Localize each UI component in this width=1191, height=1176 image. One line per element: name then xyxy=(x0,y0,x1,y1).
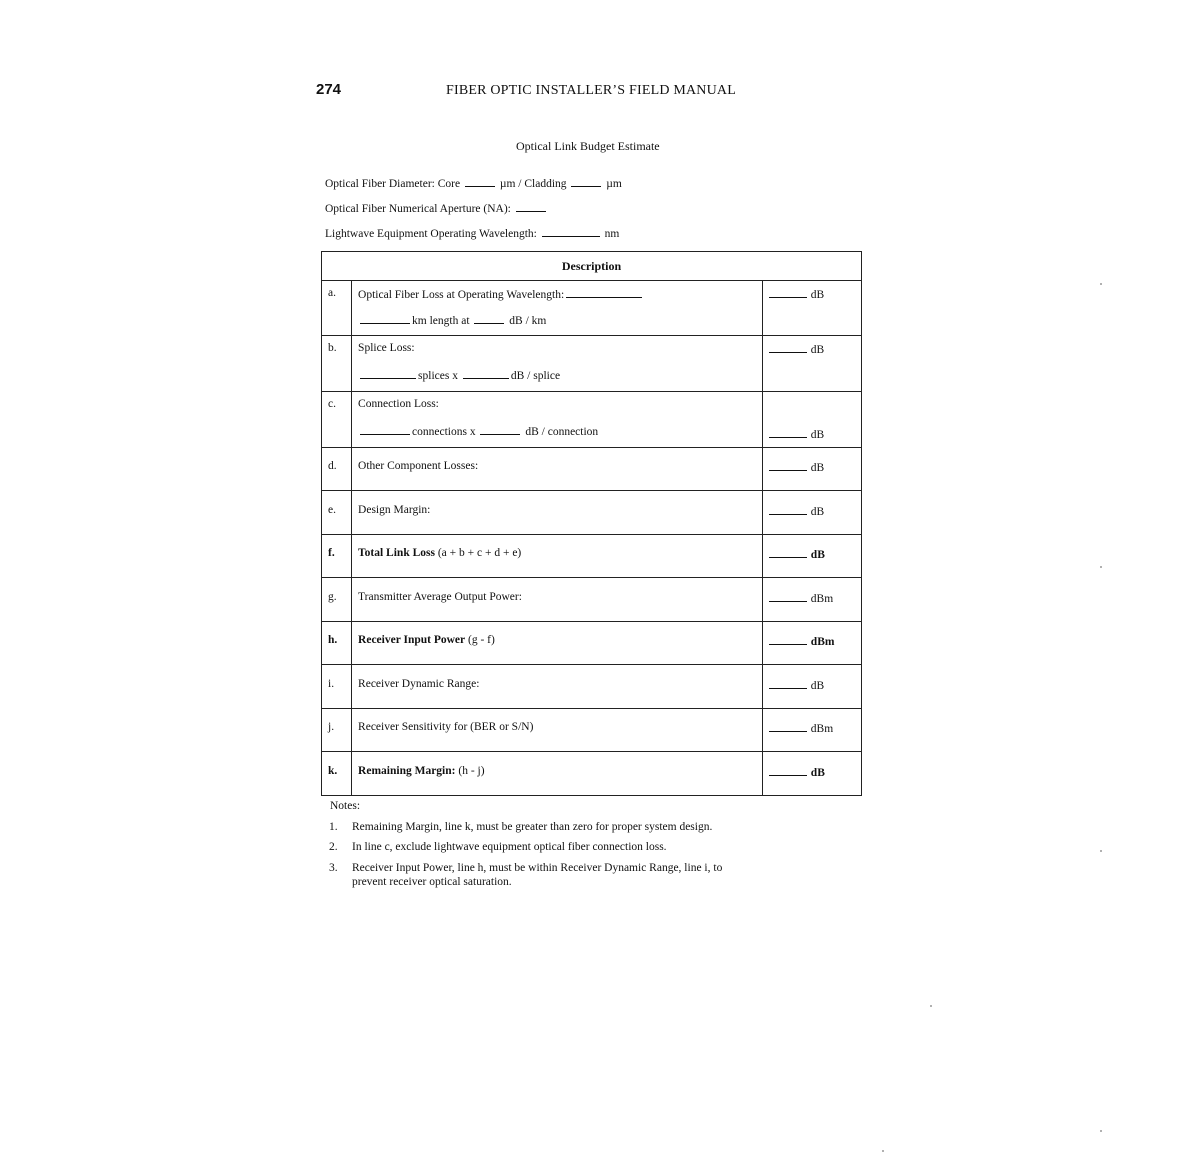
row-value xyxy=(762,578,861,622)
scan-speck xyxy=(1100,1130,1102,1132)
receiver-input-power-formula: (g - f) xyxy=(468,634,495,646)
value-blank[interactable] xyxy=(769,721,807,732)
row-value xyxy=(762,491,861,535)
value-blank[interactable] xyxy=(769,765,807,776)
row-description: Receiver Dynamic Range: xyxy=(352,665,763,709)
value-blank[interactable] xyxy=(769,287,807,298)
connection-count-blank[interactable] xyxy=(360,424,410,435)
table-row xyxy=(322,392,862,448)
row-description xyxy=(352,336,763,392)
table-row xyxy=(322,752,862,796)
row-value xyxy=(762,336,861,392)
note-text: In line c, exclude lightwave equipment optical fiber connection loss. xyxy=(352,841,667,853)
table-row xyxy=(322,535,862,578)
row-description: Design Margin: xyxy=(352,491,763,535)
km-length-label: km length at xyxy=(412,315,470,327)
scan-speck xyxy=(1100,850,1102,852)
scan-speck xyxy=(1100,566,1102,568)
splice-loss-label: Splice Loss: xyxy=(358,342,415,354)
value-blank[interactable] xyxy=(769,591,807,602)
remaining-margin-label: Remaining Margin: xyxy=(358,765,456,777)
row-value xyxy=(762,622,861,665)
row-unit: dB xyxy=(810,506,825,518)
value-blank[interactable] xyxy=(769,634,807,645)
row-letter: a. xyxy=(322,281,352,336)
core-diameter-blank[interactable] xyxy=(465,176,495,187)
total-link-loss-formula: (a + b + c + d + e) xyxy=(437,547,522,559)
row-letter: k. xyxy=(322,752,352,796)
page-number: 274 xyxy=(316,81,342,98)
note-item xyxy=(329,861,789,889)
row-description: Other Component Losses: xyxy=(352,448,763,491)
row-unit: dBm xyxy=(810,593,834,605)
note-number: 3. xyxy=(329,862,338,874)
value-blank[interactable] xyxy=(769,504,807,515)
row-description xyxy=(352,281,763,336)
table-header: Description xyxy=(322,252,862,281)
note-number: 1. xyxy=(329,821,338,833)
db-per-splice-label: dB / splice xyxy=(510,370,561,382)
km-length-blank[interactable] xyxy=(360,313,410,324)
row-value xyxy=(762,448,861,491)
row-unit: dB xyxy=(810,429,825,441)
row-sub-line xyxy=(358,424,762,438)
row-letter: f. xyxy=(322,535,352,578)
db-per-km-label: dB / km xyxy=(509,315,547,327)
table-row xyxy=(322,709,862,752)
running-head: FIBER OPTIC INSTALLER’S FIELD MANUAL xyxy=(446,83,736,98)
numerical-aperture-field xyxy=(325,201,548,215)
value-blank[interactable] xyxy=(769,678,807,689)
wavelength-field xyxy=(325,226,619,240)
table-row xyxy=(322,281,862,336)
note-item xyxy=(329,841,789,853)
row-unit: dBm xyxy=(810,723,834,735)
row-letter: d. xyxy=(322,448,352,491)
notes-heading: Notes: xyxy=(330,800,361,812)
note-text: Remaining Margin, line k, must be greater than zero for proper system design. xyxy=(352,821,713,833)
value-blank[interactable] xyxy=(769,460,807,471)
fiber-loss-label: Optical Fiber Loss at Operating Wavelength: xyxy=(358,289,565,301)
cladding-diameter-blank[interactable] xyxy=(571,176,601,187)
table-row xyxy=(322,578,862,622)
row-description xyxy=(352,752,763,796)
row-value xyxy=(762,392,861,448)
row-sub-line xyxy=(358,313,762,327)
wavelength-blank[interactable] xyxy=(542,226,600,237)
db-per-connection-label: dB / connection xyxy=(525,426,599,438)
row-unit: dBm xyxy=(810,636,835,648)
remaining-margin-formula: (h - j) xyxy=(458,765,485,777)
connection-loss-label: Connection Loss: xyxy=(358,398,439,410)
row-letter: j. xyxy=(322,709,352,752)
table-row xyxy=(322,448,862,491)
scan-speck xyxy=(930,1005,932,1007)
wavelength-unit: nm xyxy=(604,228,620,240)
row-letter: h. xyxy=(322,622,352,665)
row-letter: i. xyxy=(322,665,352,709)
form-title: Optical Link Budget Estimate xyxy=(516,139,660,153)
value-blank[interactable] xyxy=(769,427,807,438)
splices-label: splices x xyxy=(418,370,458,382)
row-unit: dB xyxy=(810,680,825,692)
row-description xyxy=(352,622,763,665)
row-letter: e. xyxy=(322,491,352,535)
scan-speck xyxy=(1100,283,1102,285)
link-budget-table xyxy=(321,251,862,796)
row-value xyxy=(762,281,861,336)
row-value xyxy=(762,535,861,578)
table-row xyxy=(322,491,862,535)
row-description: Receiver Sensitivity for (BER or S/N) xyxy=(352,709,763,752)
row-unit: dB xyxy=(810,549,825,561)
row-unit: dB xyxy=(810,344,825,356)
splice-count-blank[interactable] xyxy=(360,368,416,379)
row-unit: dB xyxy=(810,767,825,779)
note-item xyxy=(329,821,789,833)
receiver-input-power-label: Receiver Input Power xyxy=(358,634,466,646)
row-letter: c. xyxy=(322,392,352,448)
table-row xyxy=(322,336,862,392)
connections-label: connections x xyxy=(412,426,476,438)
scan-speck xyxy=(882,1150,884,1152)
db-per-km-blank[interactable] xyxy=(474,313,504,324)
row-description: Transmitter Average Output Power: xyxy=(352,578,763,622)
value-blank[interactable] xyxy=(769,342,807,353)
total-link-loss-label: Total Link Loss xyxy=(358,547,435,559)
table-row xyxy=(322,665,862,709)
wavelength-entry-blank[interactable] xyxy=(566,287,642,298)
value-blank[interactable] xyxy=(769,547,807,558)
row-value xyxy=(762,709,861,752)
wavelength-label: Lightwave Equipment Operating Wavelength: xyxy=(325,228,537,240)
row-unit: dB xyxy=(810,289,825,301)
row-letter: g. xyxy=(322,578,352,622)
table-row xyxy=(322,622,862,665)
fiber-diameter-label: Optical Fiber Diameter: Core xyxy=(325,178,461,190)
db-per-connection-blank[interactable] xyxy=(480,424,520,435)
table-header-row xyxy=(322,252,862,281)
row-value xyxy=(762,752,861,796)
row-description xyxy=(352,535,763,578)
row-sub-line xyxy=(358,368,762,382)
row-unit: dB xyxy=(810,462,825,474)
numerical-aperture-label: Optical Fiber Numerical Aperture (NA): xyxy=(325,203,511,215)
db-per-splice-blank[interactable] xyxy=(463,368,509,379)
note-text: Receiver Input Power, line h, must be within Receiver Dynamic Range, line i, to prevent receiver optical saturation. xyxy=(352,862,723,888)
row-value xyxy=(762,665,861,709)
row-letter: b. xyxy=(322,336,352,392)
row-description xyxy=(352,392,763,448)
cladding-label: µm / Cladding xyxy=(499,178,567,190)
cladding-unit: µm xyxy=(606,178,622,190)
numerical-aperture-blank[interactable] xyxy=(516,201,546,212)
note-number: 2. xyxy=(329,841,338,853)
fiber-diameter-field xyxy=(325,176,622,190)
